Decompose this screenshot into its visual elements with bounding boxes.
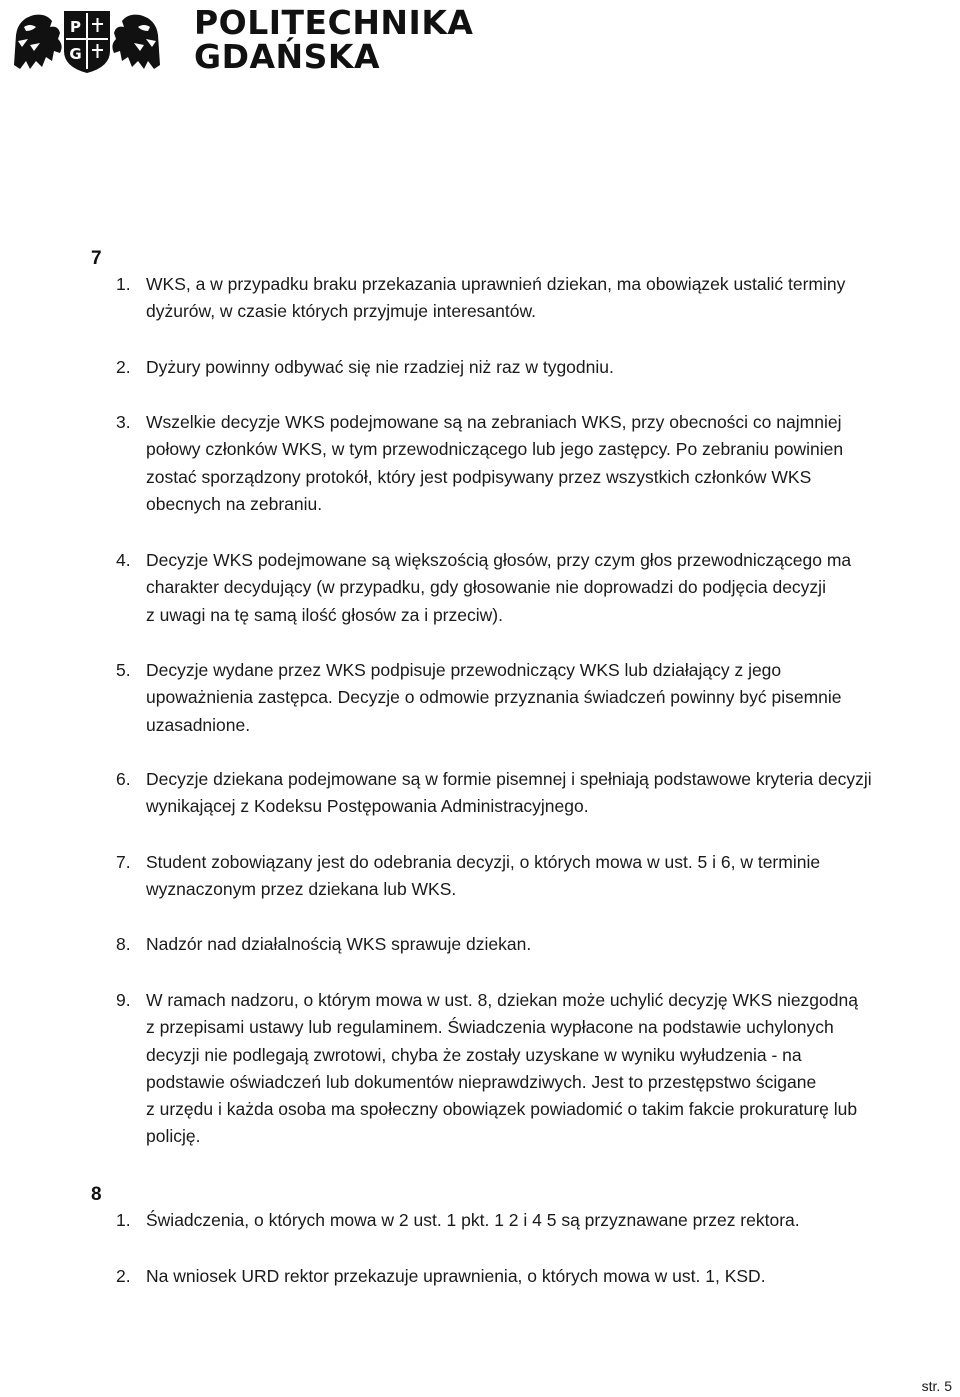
text-line: z urzędu i każda osoba ma społeczny obowiązek powiadomić o takim fakcie prokuraturę lub [146,1099,858,1120]
section-7-item-9 [116,987,960,1151]
text-line: uzasadnione. [146,714,251,735]
item-text [146,409,960,518]
text-line: W ramach nadzoru, o którym mowa w ust. 8, dziekan może uchylić decyzję WKS niezgodną [146,990,858,1010]
text-line: Na wniosek URD rektor przekazuje uprawnienia, o których mowa w ust. 1, KSD. [146,1266,766,1286]
item-text [146,354,960,381]
logo-line-1: POLITECHNIKA [194,3,474,42]
text-line: obecnych na zebraniu. [146,493,323,514]
logo-line-2: GDAŃSKA [194,37,381,76]
text-line: WKS, a w przypadku braku przekazania uprawnień dziekan, ma obowiązek ustalić terminy [146,274,846,294]
text-line: zostać sporządzony protokół, który jest podpisywany przez wszystkich członków WKS [146,466,812,487]
item-number: 7. [116,852,131,872]
item-text [146,1207,960,1234]
page-number: str. 5 [921,1378,952,1394]
item-text [146,987,960,1151]
text-line: dyżurów, w czasie których przyjmuje interesantów. [146,301,537,322]
item-number: 2. [116,357,131,377]
section-8-marker: 8 [91,1184,102,1205]
section-8-item-2 [116,1263,960,1290]
text-line: policję. [146,1126,201,1147]
section-7-item-6 [116,766,960,821]
text-line: charakter decydujący (w przypadku, gdy głosowanie nie doprowadzi do podjęcia decyzji [146,577,826,598]
item-text [146,271,960,326]
text-line: połowy członków WKS, w tym przewodniczącego lub jego zastępcy. Po zebraniu powinien [146,439,844,460]
text-line: Świadczenia, o których mowa w 2 ust. 1 pkt. 1 2 i 4 5 są przyznawane przez rektora. [146,1210,800,1230]
item-number: 4. [116,550,131,570]
item-number: 3. [116,412,131,432]
text-line: z przepisami ustawy lub regulaminem. Świadczenia wypłacone na podstawie uchylonych [146,1017,834,1038]
crest-letter-g: G [69,45,82,63]
item-number: 5. [116,660,131,680]
item-number: 1. [116,274,131,294]
item-number: 9. [116,990,131,1010]
text-line: Wszelkie decyzje WKS podejmowane są na zebraniach WKS, przy obecności co najmniej [146,412,842,432]
item-number: 8. [116,934,131,954]
section-7-item-1 [116,271,960,326]
university-logo [6,2,473,78]
text-line: decyzji nie podlegają zwrotowi, chyba że zostały uzyskane w wyniku wyłudzenia - na [146,1044,802,1065]
logo-wordmark [194,3,474,76]
text-line: podstawie oświadczeń lub dokumentów nieprawdziwych. Jest to przestępstwo ścigane [146,1071,817,1092]
section-7-item-3 [116,409,960,518]
crest-letter-p: P [70,18,81,36]
item-text [146,657,960,739]
section-8-item-1 [116,1207,960,1234]
item-number: 6. [116,769,131,789]
section-7-marker: 7 [91,248,102,269]
item-number: 1. [116,1210,131,1230]
item-text [146,849,960,904]
item-text [146,1263,960,1290]
text-line: Nadzór nad działalnością WKS sprawuje dziekan. [146,934,532,954]
text-line: wyznaczonym przez dziekana lub WKS. [146,879,457,900]
section-7-item-4 [116,547,960,629]
item-text [146,547,960,629]
section-7-item-2 [116,354,960,381]
item-text [146,766,960,821]
section-7-item-7 [116,849,960,904]
text-line: Decyzje WKS podejmowane są większością głosów, przy czym głos przewodniczącego ma [146,550,852,570]
text-line: wynikającej z Kodeksu Postępowania Administracyjnego. [146,796,589,817]
text-line: Decyzje wydane przez WKS podpisuje przewodniczący WKS lub działający z jego [146,660,782,680]
text-line: z uwagi na tę samą ilość głosów za i przeciw). [146,604,503,625]
section-7-item-5 [116,657,960,739]
text-line: Dyżury powinny odbywać się nie rzadziej niż raz w tygodniu. [146,357,614,377]
text-line: upoważnienia zastępca. Decyzje o odmowie przyznania świadczeń powinny być pisemnie [146,687,842,708]
lions-crest-icon [6,5,168,75]
text-line: Student zobowiązany jest do odebrania decyzji, o których mowa w ust. 5 i 6, w terminie [146,852,821,872]
section-7-item-8 [116,931,960,958]
item-text [146,931,960,958]
text-line: Decyzje dziekana podejmowane są w formie pisemnej i spełniają podstawowe kryteria decyzji [146,769,872,789]
item-number: 2. [116,1266,131,1286]
